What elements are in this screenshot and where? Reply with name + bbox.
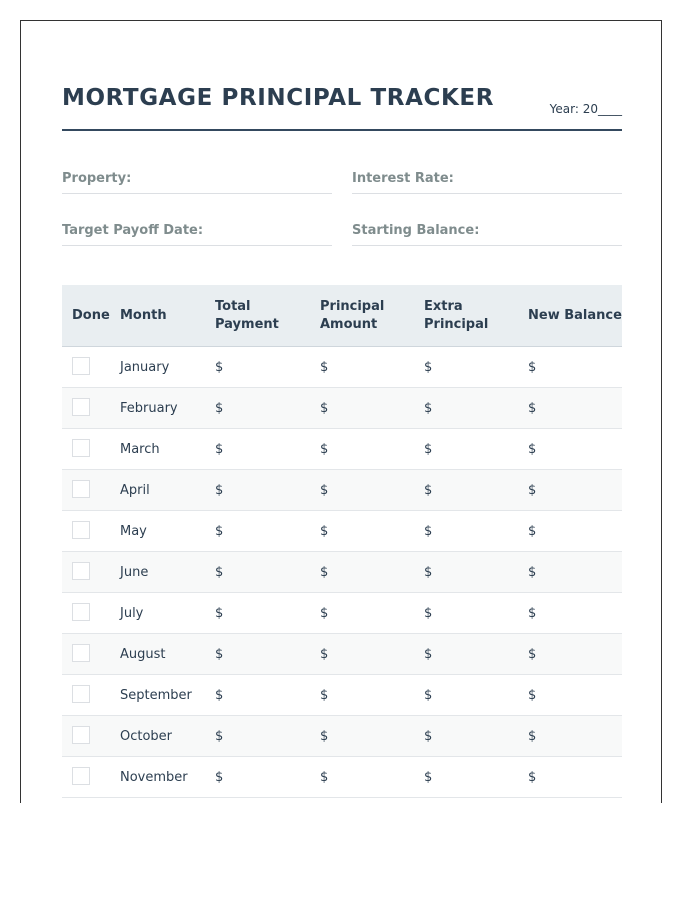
done-cell (62, 429, 116, 470)
principal-amount-cell[interactable]: $ (310, 511, 414, 552)
extra-principal-cell[interactable]: $ (414, 716, 518, 757)
done-checkbox[interactable] (72, 521, 90, 539)
starting-balance-field[interactable] (352, 217, 622, 246)
total-payment-cell[interactable]: $ (205, 757, 310, 798)
new-balance-cell[interactable]: $ (518, 716, 622, 757)
principal-amount-cell[interactable]: $ (310, 552, 414, 593)
column-header-total-payment-line2: Payment (215, 316, 279, 332)
target-payoff-date-field[interactable] (62, 217, 332, 246)
column-header-done: Done (62, 285, 116, 347)
done-checkbox[interactable] (72, 562, 90, 580)
table-row (62, 716, 622, 757)
interest-rate-label: Interest Rate: (352, 171, 454, 186)
column-header-new-balance: New Balance (518, 285, 622, 347)
tracker-sheet (20, 20, 662, 803)
total-payment-cell[interactable]: $ (205, 347, 310, 388)
total-payment-cell[interactable]: $ (205, 388, 310, 429)
month-cell: August (116, 634, 205, 675)
new-balance-cell[interactable]: $ (518, 429, 622, 470)
total-payment-cell[interactable]: $ (205, 470, 310, 511)
column-header-principal-amount-line1: Principal (320, 298, 385, 314)
month-cell: April (116, 470, 205, 511)
table-row (62, 511, 622, 552)
month-cell: September (116, 675, 205, 716)
column-header-principal-amount (310, 285, 414, 347)
done-checkbox[interactable] (72, 603, 90, 621)
page-header (62, 81, 622, 131)
column-header-principal-amount-line2: Amount (320, 316, 378, 332)
total-payment-cell[interactable]: $ (205, 511, 310, 552)
done-checkbox[interactable] (72, 644, 90, 662)
done-checkbox[interactable] (72, 398, 90, 416)
extra-principal-cell[interactable]: $ (414, 675, 518, 716)
extra-principal-cell[interactable]: $ (414, 470, 518, 511)
month-cell: November (116, 757, 205, 798)
done-checkbox[interactable] (72, 685, 90, 703)
done-checkbox[interactable] (72, 439, 90, 457)
done-cell (62, 757, 116, 798)
principal-amount-cell[interactable]: $ (310, 429, 414, 470)
new-balance-cell[interactable]: $ (518, 757, 622, 798)
column-header-extra-principal-line1: Extra (424, 298, 463, 314)
principal-tracker-table (62, 285, 622, 798)
total-payment-cell[interactable]: $ (205, 716, 310, 757)
month-cell: March (116, 429, 205, 470)
done-cell (62, 675, 116, 716)
principal-amount-cell[interactable]: $ (310, 716, 414, 757)
new-balance-cell[interactable]: $ (518, 675, 622, 716)
principal-amount-cell[interactable]: $ (310, 347, 414, 388)
new-balance-cell[interactable]: $ (518, 552, 622, 593)
done-cell (62, 634, 116, 675)
total-payment-cell[interactable]: $ (205, 593, 310, 634)
new-balance-cell[interactable]: $ (518, 388, 622, 429)
target-payoff-date-label: Target Payoff Date: (62, 223, 204, 238)
month-cell: October (116, 716, 205, 757)
column-header-extra-principal-line2: Principal (424, 316, 489, 332)
done-cell (62, 347, 116, 388)
year-field[interactable]: Year: 20____ (549, 102, 622, 116)
done-cell (62, 511, 116, 552)
new-balance-cell[interactable]: $ (518, 634, 622, 675)
page-title: MORTGAGE PRINCIPAL TRACKER (62, 85, 495, 111)
property-label: Property: (62, 171, 132, 186)
done-cell (62, 716, 116, 757)
extra-principal-cell[interactable]: $ (414, 593, 518, 634)
column-header-total-payment-line1: Total (215, 298, 251, 314)
done-cell (62, 388, 116, 429)
interest-rate-field[interactable] (352, 165, 622, 194)
table-row (62, 552, 622, 593)
month-cell: May (116, 511, 205, 552)
column-header-month: Month (116, 285, 205, 347)
total-payment-cell[interactable]: $ (205, 634, 310, 675)
principal-amount-cell[interactable]: $ (310, 675, 414, 716)
done-checkbox[interactable] (72, 767, 90, 785)
total-payment-cell[interactable]: $ (205, 675, 310, 716)
principal-amount-cell[interactable]: $ (310, 470, 414, 511)
new-balance-cell[interactable]: $ (518, 593, 622, 634)
starting-balance-label: Starting Balance: (352, 223, 480, 238)
property-field[interactable] (62, 165, 332, 194)
new-balance-cell[interactable]: $ (518, 470, 622, 511)
principal-amount-cell[interactable]: $ (310, 757, 414, 798)
total-payment-cell[interactable]: $ (205, 429, 310, 470)
done-cell (62, 593, 116, 634)
extra-principal-cell[interactable]: $ (414, 511, 518, 552)
table-row (62, 347, 622, 388)
column-header-extra-principal (414, 285, 518, 347)
done-checkbox[interactable] (72, 480, 90, 498)
table-row (62, 675, 622, 716)
extra-principal-cell[interactable]: $ (414, 757, 518, 798)
table-row (62, 470, 622, 511)
table-row (62, 593, 622, 634)
principal-amount-cell[interactable]: $ (310, 634, 414, 675)
principal-amount-cell[interactable]: $ (310, 388, 414, 429)
month-cell: January (116, 347, 205, 388)
extra-principal-cell[interactable]: $ (414, 347, 518, 388)
table-header-row (62, 285, 622, 347)
done-cell (62, 552, 116, 593)
month-cell: June (116, 552, 205, 593)
table-row (62, 388, 622, 429)
table-row (62, 429, 622, 470)
table-row (62, 634, 622, 675)
new-balance-cell[interactable]: $ (518, 511, 622, 552)
extra-principal-cell[interactable]: $ (414, 429, 518, 470)
new-balance-cell[interactable]: $ (518, 347, 622, 388)
month-cell: July (116, 593, 205, 634)
done-checkbox[interactable] (72, 357, 90, 375)
month-cell: February (116, 388, 205, 429)
done-checkbox[interactable] (72, 726, 90, 744)
total-payment-cell[interactable]: $ (205, 552, 310, 593)
done-cell (62, 470, 116, 511)
table-row (62, 757, 622, 798)
extra-principal-cell[interactable]: $ (414, 552, 518, 593)
extra-principal-cell[interactable]: $ (414, 388, 518, 429)
principal-amount-cell[interactable]: $ (310, 593, 414, 634)
extra-principal-cell[interactable]: $ (414, 634, 518, 675)
column-header-total-payment (205, 285, 310, 347)
